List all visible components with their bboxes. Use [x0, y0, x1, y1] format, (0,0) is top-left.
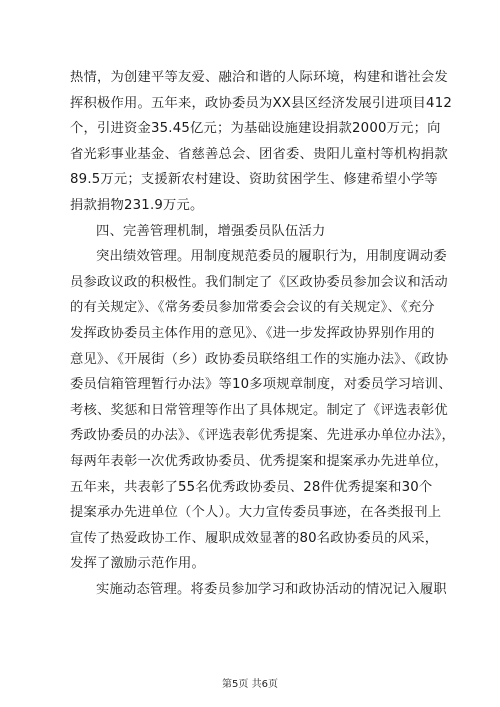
text-line: 五年来，共表彰了55名优秀政协委员、28件优秀提案和30个 [70, 479, 433, 495]
text-line: 秀政协委员的办法》、《评选表彰优秀提案、先进承办单位办法》， [70, 428, 455, 444]
text-line: 宣传了热爱政协工作、履职成效显著的80名政协委员的风采， [70, 530, 439, 546]
text-line: 员参政议政的积极性。我们制定了《区政协委员参加会议和活动 [70, 274, 448, 290]
text-line: 考核、奖惩和日常管理等作出了具体规定。制定了《评选表彰优 [70, 402, 448, 418]
text-line: 捐款捐物231.9万元。 [70, 197, 204, 213]
text-line: 个，引进资金35.45亿元；为基础设施建设捐款2000万元；向 [70, 121, 441, 137]
paragraph-first-line: 突出绩效管理。用制度规范委员的履职行为，用制度调动委 [96, 249, 447, 265]
page-footer: 第5页 共6页 [222, 679, 278, 690]
text-line: 意见》、《开展街（乡）政协委员联络组工作的实施办法》、《政协 [70, 351, 449, 367]
body-text [70, 65, 455, 602]
text-line: 的有关规定》、《常务委员参加常委会会议的有关规定》、《充分 [70, 300, 435, 316]
text-line: 热情，为创建平等友爱、融洽和谐的人际环境，构建和谐社会发 [70, 70, 448, 85]
paragraph-first-line: 实施动态管理。将委员参加学习和政协活动的情况记入履职 [96, 581, 447, 597]
text-line: 省光彩事业基金、省慈善总会、团省委、贵阳儿童村等机构捐款 [70, 146, 448, 162]
text-line: 每两年表彰一次优秀政协委员、优秀提案和提案承办先进单位， [70, 453, 448, 469]
paragraph-first-line: 四、完善管理机制，增强委员队伍活力 [96, 223, 326, 239]
text-line: 委员信箱管理暂行办法》等10多项规章制度，对委员学习培训、 [70, 377, 452, 393]
text-line: 发挥政协委员主体作用的意见》、《进一步发挥政协界别作用的 [70, 325, 435, 341]
text-line: 发挥了激励示范作用。 [70, 556, 205, 572]
text-line: 挥积极作用。五年来，政协委员为XX县区经济发展引进项目412 [70, 95, 453, 111]
text-line: 提案承办先进单位（个人）。大力宣传委员事迹，在各类报刊上 [70, 505, 442, 521]
text-line: 89.5万元；支援新农村建设、资助贫困学生、修建希望小学等 [70, 172, 438, 188]
